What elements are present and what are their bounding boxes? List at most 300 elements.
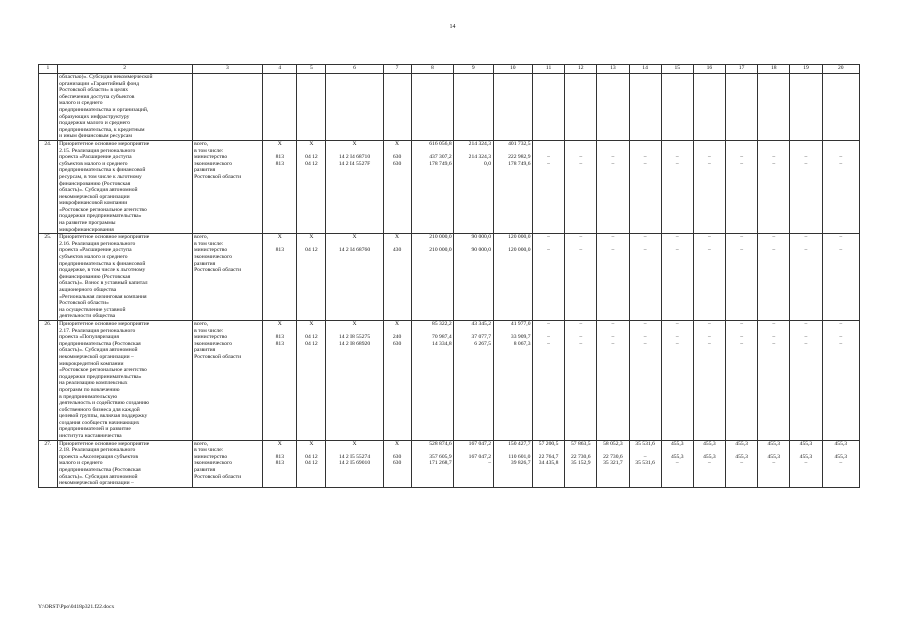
executor-line: Ростовской области [194,267,242,274]
description-line: проекта «Популяризация [59,334,119,341]
value-cell [326,140,383,233]
value-line: – [772,247,776,254]
description-line: 2.16. Реализация регионального [59,240,136,247]
value-line: – [547,160,550,167]
value-line: 04 12 [305,453,318,460]
value-cell [726,234,758,321]
value-line [534,447,562,454]
value-line: X [309,234,314,241]
value-line [265,447,295,454]
value-cell [297,234,326,321]
value-line [695,328,723,335]
value-line: – [839,247,843,254]
value-cell [661,140,693,233]
value-cell [383,320,411,440]
value-cell [411,440,454,487]
description-cell [57,74,192,141]
value-cell [383,234,411,321]
value-line: 14 2 I4 68710 [338,154,371,161]
value-line: – [839,234,843,241]
value-line: – [643,453,647,460]
value-cell [565,140,597,233]
description-cell [57,234,192,321]
description-line: поддержки предпринимательства» [59,213,142,220]
value-line [599,241,627,248]
description-line: деятельность и содействию созданию [59,400,150,407]
value-line: – [772,334,776,341]
value-line: 58 052,3 [603,440,623,447]
value-line: – [740,154,743,161]
cell [297,74,326,141]
cell [39,74,58,141]
value-cell [493,140,532,233]
value-line [631,447,659,454]
value-line: X [309,140,314,147]
value-cell [263,140,297,233]
description-line: областью)». Субсидия некоммерческой [59,74,153,80]
value-line: – [643,334,647,341]
value-line: 240 [392,334,402,341]
column-header: 15 [661,65,693,74]
value-line [599,447,627,454]
value-line: 34 435,8 [538,460,559,467]
value-line [728,241,756,248]
value-cell [532,234,564,321]
executor-line: министерство [194,453,228,460]
description-line: предпринимателей и развитие [59,426,131,433]
value-cell [790,320,822,440]
value-line [299,328,324,335]
value-cell [411,234,454,321]
value-cell [758,140,790,233]
table-row [39,74,860,141]
value-line: 813 [275,160,284,167]
executor-cell [192,234,263,321]
value-line [413,241,452,248]
description-line: собственного бизнеса для каждой [59,406,140,413]
value-line: 14 2 I4 5527F [338,160,371,167]
description-line: малого и среднего [59,460,103,467]
value-line: 528 874,6 [429,440,452,447]
value-line: – [708,340,711,347]
description-line: образующих инфраструктуру [59,113,130,120]
value-line [760,241,788,248]
value-line [824,141,857,148]
value-line: – [643,320,647,327]
cell [263,74,297,141]
value-line [663,141,691,148]
value-line: 455,3 [735,453,748,460]
value-line [792,241,820,248]
value-line: – [839,334,843,341]
value-line: 455,3 [735,440,748,447]
value-line [413,148,452,155]
value-line: 22 730,6 [570,453,591,460]
value-line [265,148,295,155]
value-cell [758,234,790,321]
footer-file-path: Y:\ORST\Ppo\0418p321.f22.docx [38,604,115,610]
executor-line: в том числе: [194,147,224,154]
value-cell [532,440,564,487]
value-line: 178 749,6 [508,160,531,167]
value-line [631,328,659,335]
value-cell [790,440,822,487]
value-cell [263,320,297,440]
value-line [413,328,452,335]
value-line: 455,3 [767,440,781,447]
value-line: – [839,320,843,327]
value-line [328,328,381,335]
value-line: X [352,140,357,147]
value-cell [454,320,493,440]
value-cell [297,140,326,233]
value-line [599,141,627,148]
value-line: 110 601,0 [508,453,531,460]
description-line: некоммерческой организации – [59,353,134,360]
description-line: предпринимательства (Ростовская [59,340,141,347]
value-line: – [611,160,615,167]
value-line: 813 [275,154,284,161]
description-line: предпринимательства и организаций, [59,106,149,113]
executor-cell [192,320,263,440]
column-header: 18 [758,65,790,74]
value-line [385,328,409,335]
value-cell [726,320,758,440]
description-line: ресурсам, в том числе к льготному [59,173,142,180]
value-line: X [352,440,357,447]
value-line: – [772,460,776,467]
value-line: 214 324,3 [468,140,492,147]
value-cell [326,320,383,440]
cell [411,74,454,141]
value-cell [790,140,822,233]
description-line: микрофинансовой компании [59,200,128,207]
description-line: Ростовской области» в целях [59,87,129,94]
value-cell [661,440,693,487]
value-line: 04 12 [305,460,318,467]
cell [454,74,493,141]
value-line: – [611,320,615,327]
description-line: деятельности общества [59,313,116,320]
value-line: – [708,160,711,167]
column-header: 7 [383,65,411,74]
value-line: 813 [275,334,284,341]
description-cell [57,320,192,440]
description-line: финансированию (Ростовская [59,273,131,280]
description-line: предпринимательства к финансовой [59,167,146,174]
value-line: 8 067,3 [513,340,531,347]
value-line [495,148,530,155]
description-line: 2.17. Реализация регионального [59,327,136,334]
value-line [824,447,857,454]
description-line: поддержке, в том числе к льготному [59,267,146,274]
value-line: – [643,154,647,161]
value-cell [326,440,383,487]
value-cell [661,234,693,321]
description-line: на осуществление уставной [59,306,126,313]
value-line: 90 000,0 [471,234,492,241]
value-line [631,241,659,248]
value-line [663,328,691,335]
value-line [792,148,820,155]
value-line [456,447,491,454]
column-header: 16 [693,65,725,74]
value-line: – [579,340,583,347]
value-cell [383,140,411,233]
value-cell [629,320,661,440]
description-line: некоммерческой организации [59,193,130,200]
value-cell [693,234,725,321]
value-line [413,447,452,454]
value-line: 171 268,7 [429,460,452,467]
budget-table [38,64,860,488]
column-header: 14 [629,65,661,74]
value-line: 35 531,6 [635,460,655,467]
value-cell [383,440,411,487]
value-line: 85 322,2 [432,320,452,327]
value-cell [454,140,493,233]
value-line: – [708,320,711,327]
value-line: 04 12 [305,154,318,161]
description-line: «Ростовское региональное агентство [59,206,147,213]
executor-line: всего, [194,140,209,147]
value-line [299,148,324,155]
description-line: Приоритетное основное мероприятие [59,320,150,327]
value-line: X [309,440,314,447]
value-cell [532,320,564,440]
value-line: – [675,234,679,241]
description-line: и иным финансовым ресурсам [59,133,132,140]
value-line: 813 [275,340,284,347]
value-line: – [804,460,808,467]
value-line: – [675,340,679,347]
value-line: 14 2 I8 68920 [338,340,371,347]
value-line [760,148,788,155]
value-line: – [547,340,550,347]
value-line: 455,3 [670,453,684,460]
value-line: 57 863,5 [570,440,591,447]
value-line [728,148,756,155]
cell [383,74,411,141]
cell [192,74,263,141]
description-line: программ по вовлечению [59,386,120,393]
value-line [663,148,691,155]
value-line [328,447,381,454]
value-line [328,241,381,248]
value-cell [532,140,564,233]
value-cell [629,234,661,321]
value-line: – [804,320,808,327]
value-line [663,447,691,454]
value-line: 401 732,5 [508,140,531,147]
value-line: – [740,160,743,167]
executor-line: министерство [194,154,228,161]
executor-line: Ростовской области [194,173,242,180]
value-line: 90 000,0 [471,247,492,254]
description-line: субъектов малого и среднего [59,160,128,167]
cell [790,74,822,141]
description-line: организации «Гарантийный фонд [59,80,140,87]
value-line: 455,3 [799,440,813,447]
value-line [495,328,530,335]
value-line: – [772,340,776,347]
value-cell [263,234,297,321]
executor-line: всего, [194,234,209,241]
column-header: 5 [297,65,326,74]
value-line: – [675,154,679,161]
executor-line: развития [194,167,216,174]
description-line: некоммерческой организации – [59,480,134,487]
description-line: 2.15. Реализация регионального [59,147,136,154]
executor-cell [192,140,263,233]
description-line: Приоритетное основное мероприятие [59,140,150,147]
value-line: – [804,340,808,347]
value-line: 120 000,0 [508,247,531,254]
value-line [495,241,530,248]
value-line: – [804,234,808,241]
value-cell [263,440,297,487]
cell [565,74,597,141]
value-line [265,328,295,335]
value-line [824,148,857,155]
value-line [728,447,756,454]
value-line: – [579,154,583,161]
cell [629,74,661,141]
value-line [792,141,820,148]
value-line [567,447,595,454]
executor-line: всего, [194,320,209,327]
description-line: финансированию (Ростовская [59,180,131,187]
description-line: область)». Взнос в уставный капитал [59,280,148,287]
value-cell [597,234,629,321]
cell [726,74,758,141]
value-cell [758,440,790,487]
column-header: 12 [565,65,597,74]
value-cell [790,234,822,321]
value-line [534,328,562,335]
value-line: 455,3 [767,453,781,460]
executor-line: экономического [194,340,233,347]
value-cell [726,140,758,233]
value-line [599,328,627,335]
value-line: 22 764,7 [538,453,559,460]
value-line [567,328,595,335]
value-line [534,241,562,248]
value-line: – [579,160,583,167]
value-line [385,241,409,248]
value-line [728,141,756,148]
executor-line: экономического [194,160,233,167]
value-line: 167 047,2 [468,440,492,447]
value-line: – [547,234,550,241]
value-line: 150 427,7 [508,440,531,447]
executor-line: экономического [194,460,233,467]
executor-line: в том числе: [194,240,224,247]
description-line: микрокредитной компании [59,360,124,367]
description-line: предпринимательства, к кредитным [59,126,145,133]
executor-line: Ростовской области [194,353,242,360]
value-line: 210 000,0 [429,247,452,254]
executor-line: развития [194,260,216,267]
cell [532,74,564,141]
row-number: 26. [39,320,58,440]
value-cell [493,440,532,487]
value-cell [597,140,629,233]
value-line: – [740,340,743,347]
value-line: 630 [392,453,402,460]
description-line: Приоритетное основное мероприятие [59,234,150,241]
value-line: 455,3 [703,453,716,460]
value-line: 455,3 [834,440,848,447]
page-number: 14 [449,24,456,30]
value-cell [693,140,725,233]
value-line: 222 982,9 [508,154,531,161]
value-cell [597,320,629,440]
value-line: X [277,440,282,447]
value-line: 41 977,0 [510,320,531,327]
value-line: – [740,247,743,254]
value-line: 04 12 [305,334,318,341]
value-line: 14 2 I4 68760 [338,247,371,254]
value-line [760,328,788,335]
value-line: – [839,460,843,467]
description-line: акционерного общества [59,287,117,293]
value-line: – [708,234,711,241]
value-line [265,241,295,248]
description-line: область)». Субсидия автономной [59,347,138,354]
description-line: создания сообществ начинающих [59,419,140,426]
row-number: 25. [39,234,58,321]
value-line: – [643,160,647,167]
description-line: микрофинансирования [59,226,114,233]
value-line: 167 047,2 [468,453,492,460]
value-line [695,241,723,248]
value-line: – [839,340,843,347]
value-line: 437 307,2 [429,154,452,161]
description-line: «Региональная лизинговая компания [59,293,147,300]
value-cell [822,140,859,233]
description-line: на развитие программы [59,220,116,227]
value-line: 630 [392,460,402,467]
value-line: 33 909,7 [510,334,531,341]
value-line [385,148,409,155]
value-cell [629,140,661,233]
value-line: – [611,154,615,161]
column-header: 19 [790,65,822,74]
value-line: 630 [392,340,402,347]
column-header: 1 [39,65,58,74]
value-line: X [277,234,282,241]
value-cell [493,234,532,321]
value-line: 35 531,6 [635,440,655,447]
cell [758,74,790,141]
value-line [631,148,659,155]
cell [493,74,532,141]
cell [693,74,725,141]
cell [326,74,383,141]
value-line [824,328,857,335]
description-line: института наставничества [59,433,122,440]
executor-line: в том числе: [194,447,224,454]
description-line: проекта «Расширение доступа [59,154,132,161]
row-number: 27. [39,440,58,487]
value-line: – [740,234,743,241]
value-line: 43 345,2 [471,320,492,327]
value-cell [326,234,383,321]
value-line: – [488,460,492,467]
value-line: 35 321,7 [603,460,623,467]
value-line: 0,0 [484,160,492,167]
